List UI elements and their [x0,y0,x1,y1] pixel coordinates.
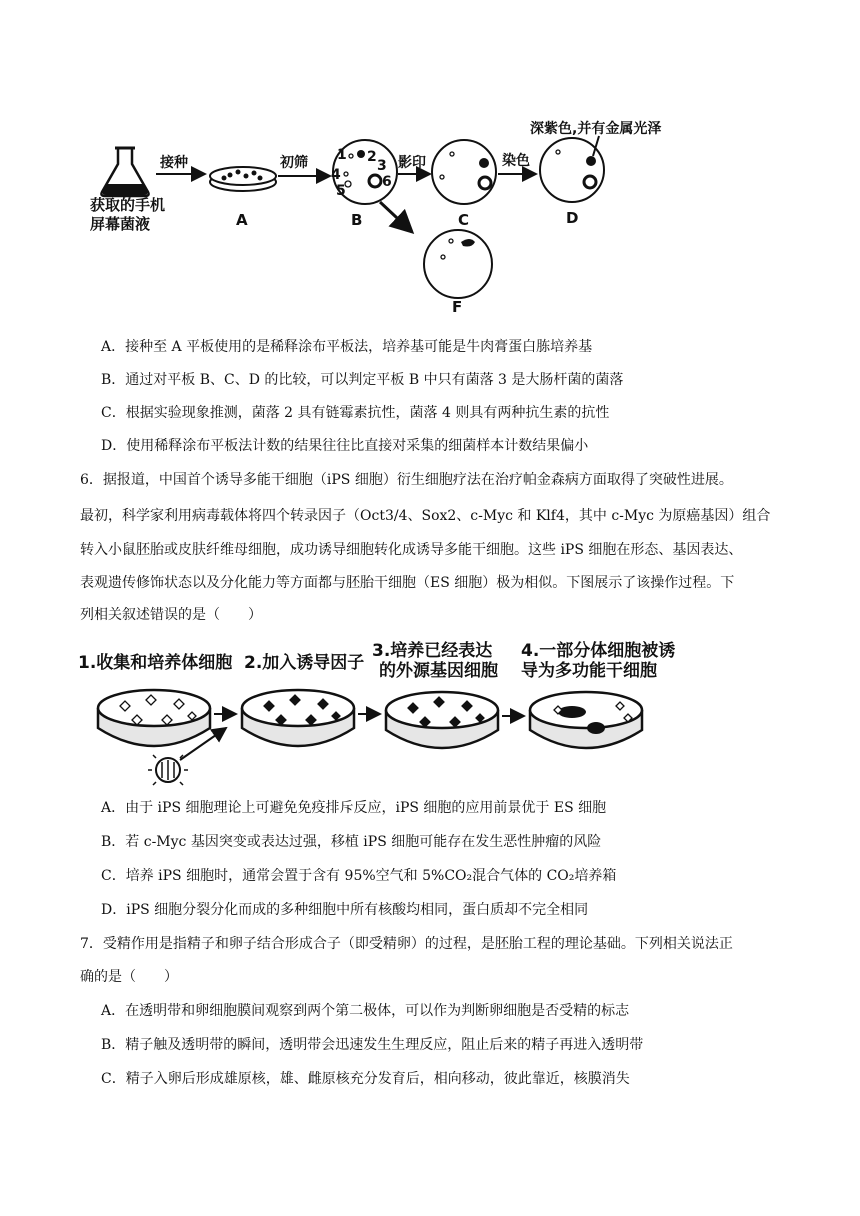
colony-6: 6 [382,174,392,190]
q7-option-b: B．精子触及透明带的瞬间，透明带会迅速发生生理反应，阻止后来的精子再进入透明带 [101,1037,644,1053]
plate-d [540,136,604,202]
plate-b-label: B [351,211,363,229]
colony-5: 5 [336,183,346,199]
plate-f-label: F [452,298,463,316]
note-top: 深紫色,并有金属光泽 [530,121,662,137]
q6-stem-line-1: 6．据报道，中国首个诱导多能干细胞（iPS 细胞）衍生细胞疗法在治疗帕金森病方面取得了突破性进展。 [80,472,733,488]
q6-option-a: A．由于 iPS 细胞理论上可避免免疫排斥反应，iPS 细胞的应用前景优于 ES 细胞 [101,800,607,816]
plate-c-label: C [458,211,470,229]
plate-f [424,230,492,298]
colony-screening-figure [80,112,680,317]
flask-icon [101,148,148,196]
colony-4: 4 [331,167,341,183]
step-3-label-2: 的外源基因细胞 [379,661,498,681]
arrow-to-f [380,202,412,232]
step-3-label-1: 3.培养已经表达 [372,641,493,661]
dish-3 [386,692,498,748]
step-4-label-2: 导为多功能干细胞 [521,661,657,681]
q5-option-b: B．通过对平板 B、C、D 的比较，可以判定平板 B 中只有菌落 3 是大肠杆菌的菌落 [101,372,624,388]
arrow-replica-label: 影印 [398,155,426,171]
q7-option-a: A．在透明带和卵细胞膜间观察到两个第二极体，可以作为判断卵细胞是否受精的标志 [101,1003,630,1019]
plate-a [210,167,276,191]
plate-a-label: A [236,211,248,229]
q6-option-c: C．培养 iPS 细胞时，通常会置于含有 95%空气和 5%CO₂混合气体的 CO₂培养箱 [101,868,617,884]
q5-option-a: A．接种至 A 平板使用的是稀释涂布平板法，培养基可能是牛肉膏蛋白胨培养基 [101,339,593,355]
flask-label-1: 获取的手机 [90,196,166,214]
q6-option-d: D．iPS 细胞分裂分化而成的多种细胞中所有核酸均相同，蛋白质却不完全相同 [101,902,589,918]
dish-4 [530,692,642,748]
plate-c [432,140,496,204]
flask-label-2: 屏幕菌液 [90,215,151,233]
arrow-stain-label: 染色 [502,153,530,169]
arrow-inoculate-label: 接种 [160,155,188,171]
dish-2 [242,690,354,746]
q7-stem-line-2: 确的是（ ） [80,969,178,985]
colony-1: 1 [337,147,347,163]
q7-stem-line-1: 7．受精作用是指精子和卵子结合形成合子（即受精卵）的过程，是胚胎工程的理论基础。下列相关说法正 [80,936,733,952]
q7-option-c: C．精子入卵后形成雄原核，雄、雌原核充分发育后，相向移动，彼此靠近，核膜消失 [101,1071,630,1087]
q6-stem-line-5: 列相关叙述错误的是（ ） [80,607,262,623]
dish-1 [98,690,210,746]
q6-stem-line-3: 转入小鼠胚胎或皮肤纤维母细胞，成功诱导细胞转化成诱导多能干细胞。这些 iPS 细胞在形态、基因表达、 [80,542,743,558]
q6-stem-line-4: 表观遗传修饰状态以及分化能力等方面都与胚胎干细胞（ES 细胞）极为相似。下图展示了该操作过程。下 [80,575,735,591]
step-4-label-1: 4.一部分体细胞被诱 [521,641,676,661]
step-1-label: 1.收集和培养体细胞 [78,653,233,673]
q5-option-c: C．根据实验现象推测，菌落 2 具有链霉素抗性，菌落 4 则具有两种抗生素的抗性 [101,405,610,421]
q6-stem-line-2: 最初，科学家利用病毒载体将四个转录因子（Oct3/4、Sox2、c-Myc 和 Klf4，其中 c-Myc 为原癌基因）组合 [80,508,771,524]
q6-option-b: B．若 c-Myc 基因突变或表达过强，移植 iPS 细胞可能存在发生恶性肿瘤的风险 [101,834,602,850]
ips-process-figure [76,636,676,786]
arrow-screen-label: 初筛 [280,155,308,171]
plate-d-label: D [566,209,579,227]
q5-option-d: D．使用稀释涂布平板法计数的结果往往比直接对采集的细菌样本计数结果偏小 [101,438,589,454]
colony-3: 3 [377,158,387,174]
colony-2: 2 [367,149,377,165]
step-2-label: 2.加入诱导因子 [244,653,365,673]
